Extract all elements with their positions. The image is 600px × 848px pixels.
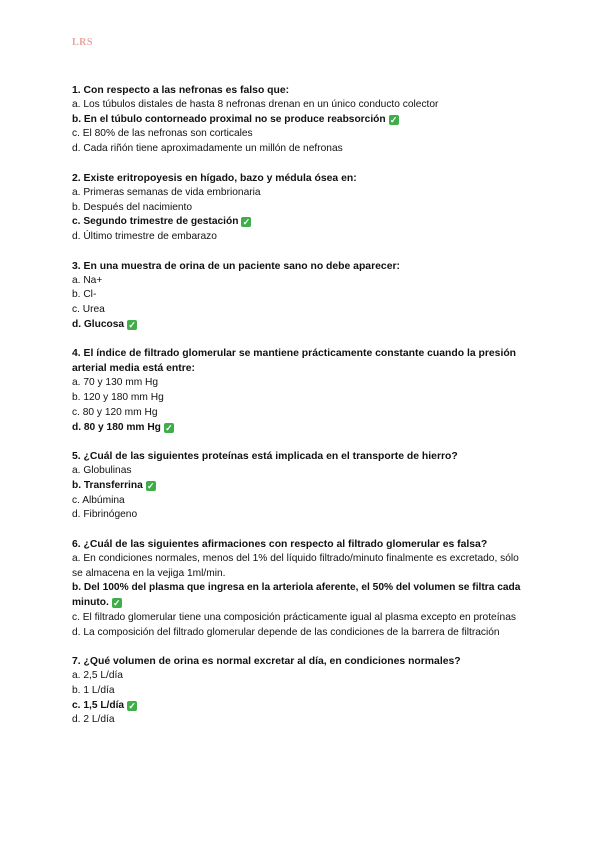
- question-text: 4. El índice de filtrado glomerular se mantiene prácticamente constante cuando la presión arterial media está entre:: [72, 348, 517, 375]
- option-text: d. Fibrinógeno: [72, 509, 138, 521]
- answer-option-correct: [72, 581, 532, 610]
- question-block: [72, 171, 532, 245]
- answer-option: [72, 274, 532, 289]
- option-text: c. Albúmina: [72, 494, 125, 506]
- question-text: 2. Existe eritropoyesis en hígado, bazo y médula ósea en:: [72, 172, 357, 184]
- answer-option-correct: [72, 318, 532, 333]
- option-text: d. La composición del filtrado glomerular depende de las condiciones de la barrera de filtración: [72, 626, 500, 638]
- option-text: d. Glucosa: [72, 318, 125, 330]
- checkmark-icon: ✓: [147, 480, 155, 491]
- question-block: [72, 346, 532, 435]
- option-text: a. Primeras semanas de vida embrionaria: [72, 186, 261, 198]
- answer-option: [72, 186, 532, 201]
- answer-option: [72, 406, 532, 421]
- checkmark-icon: ✓: [113, 598, 121, 609]
- option-text: d. 80 y 180 mm Hg: [72, 421, 161, 433]
- answer-option: [72, 201, 532, 216]
- option-text: a. 2,5 L/día: [72, 670, 123, 682]
- answer-option: [72, 669, 532, 684]
- option-text: c. 1,5 L/día: [72, 699, 125, 711]
- option-text: c. El filtrado glomerular tiene una composición prácticamente igual al plasma excepto en proteínas: [72, 611, 516, 623]
- option-text: b. 1 L/día: [72, 684, 115, 696]
- option-text: a. Los túbulos distales de hasta 8 nefronas drenan en un único conducto colector: [72, 99, 439, 110]
- question-text: 7. ¿Qué volumen de orina es normal excretar al día, en condiciones normales?: [72, 656, 461, 668]
- option-text: c. Segundo trimestre de gestación: [72, 216, 239, 228]
- answer-option: [72, 713, 532, 728]
- answer-option: [72, 552, 532, 581]
- question-block: [72, 537, 532, 640]
- option-text: b. Cl-: [72, 289, 97, 301]
- option-text: a. Na+: [72, 274, 103, 286]
- answer-option: [72, 464, 532, 479]
- quiz-content: [72, 83, 532, 742]
- answer-option: [72, 288, 532, 303]
- answer-option: [72, 611, 532, 626]
- answer-option: [72, 376, 532, 391]
- option-text: b. 120 y 180 mm Hg: [72, 392, 164, 404]
- answer-option: [72, 230, 532, 245]
- answer-option: [72, 142, 532, 157]
- logo: LRS: [72, 37, 93, 48]
- option-text: a. 70 y 130 mm Hg: [72, 377, 159, 389]
- question-text: 1. Con respecto a las nefronas es falso que:: [72, 85, 290, 96]
- answer-option: [72, 626, 532, 641]
- question-text: 6. ¿Cuál de las siguientes afirmaciones con respecto al filtrado glomerular es falsa?: [72, 539, 488, 551]
- question-block: [72, 654, 532, 728]
- option-text: d. Cada riñón tiene aproximadamente un millón de nefronas: [72, 143, 343, 155]
- answer-option: [72, 508, 532, 523]
- option-text: d. Último trimestre de embarazo: [72, 230, 217, 242]
- question-block: [72, 259, 532, 333]
- checkmark-icon: ✓: [165, 422, 173, 433]
- answer-option-correct: [72, 699, 532, 714]
- answer-option-correct: [72, 479, 532, 494]
- answer-option-correct: [72, 113, 532, 128]
- answer-option: [72, 303, 532, 318]
- answer-option-correct: [72, 421, 532, 436]
- checkmark-icon: ✓: [242, 217, 251, 228]
- option-text: a. En condiciones normales, menos del 1% del líquido filtrado/minuto finalmente es excretado, sólo se almacena en la vejiga 1ml/min.: [72, 553, 519, 579]
- answer-option: [72, 127, 532, 142]
- option-text: c. Urea: [72, 304, 105, 316]
- question-text: 3. En una muestra de orina de un paciente sano no debe aparecer:: [72, 260, 400, 272]
- option-text: a. Globulinas: [72, 465, 132, 477]
- answer-option: [72, 684, 532, 699]
- checkmark-icon: ✓: [389, 114, 398, 125]
- question-text: 5. ¿Cuál de las siguientes proteínas está implicada en el transporte de hierro?: [72, 451, 458, 463]
- answer-option: [72, 494, 532, 509]
- answer-option: [72, 98, 532, 113]
- option-text: b. Después del nacimiento: [72, 201, 193, 213]
- option-text: b. En el túbulo contorneado proximal no se produce reabsorción: [72, 113, 386, 125]
- checkmark-icon: ✓: [128, 700, 136, 711]
- answer-option: [72, 391, 532, 406]
- option-text: c. El 80% de las nefronas son corticales: [72, 128, 253, 140]
- checkmark-icon: ✓: [128, 319, 136, 330]
- option-text: d. 2 L/día: [72, 714, 115, 726]
- option-text: b. Transferrina: [72, 479, 143, 491]
- question-block: [72, 83, 532, 157]
- answer-option-correct: [72, 215, 532, 230]
- option-text: c. 80 y 120 mm Hg: [72, 406, 158, 418]
- option-text: b. Del 100% del plasma que ingresa en la arteriola aferente, el 50% del volumen se filtra cada minuto.: [72, 582, 521, 609]
- question-block: [72, 449, 532, 523]
